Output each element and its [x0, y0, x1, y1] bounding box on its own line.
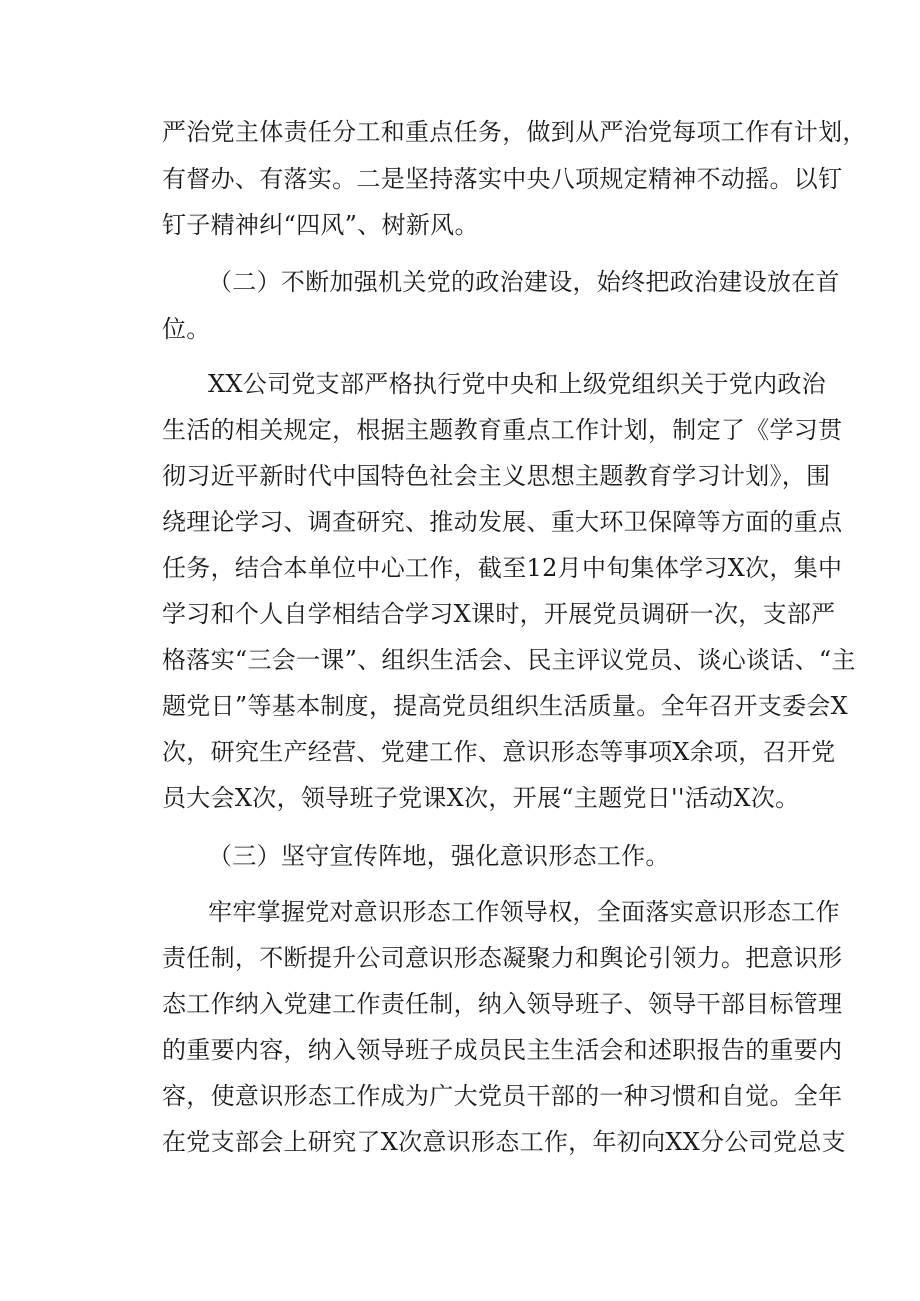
text-line: 彻习近平新时代中国特色社会主义思想主题教育学习计划》，围	[162, 462, 831, 490]
text-line: 任务，结合本单位中心工作，截至12月中旬集体学习X次，集中	[162, 554, 843, 582]
section-heading: 位。	[162, 315, 211, 343]
text-line: 容，使意识形态工作成为广大党员干部的一种习惯和自觉。全年	[162, 1082, 843, 1110]
text-line: 严治党主体责任分工和重点任务，做到从严治党每项工作有计划，	[162, 118, 867, 146]
text-line: 的重要内容，纳入领导班子成员民主生活会和述职报告的重要内	[162, 1036, 843, 1064]
text-line: 绕理论学习、调查研究、推动发展、重大环卫保障等方面的重点	[162, 508, 843, 536]
text-line: 格落实“三会一课”、组织生活会、民主评议党员、谈心谈话、“主	[162, 646, 856, 674]
text-line: 学习和个人自学相结合学习X课时，开展党员调研一次，支部严	[162, 600, 836, 628]
text-line: XX公司党支部严格执行党中央和上级党组织关于党内政治	[208, 370, 826, 398]
text-line: 钉子精神纠“四风”、树新风。	[162, 211, 479, 239]
text-line: 次，研究生产经营、党建工作、意识形态等事项X余项，召开党	[162, 738, 836, 766]
text-line: 在党支部会上研究了X次意识形态工作，年初向XX分公司党总支	[162, 1128, 846, 1156]
text-line: 生活的相关规定，根据主题教育重点工作计划，制定了《学习贯	[162, 416, 843, 444]
section-heading: （三）坚守宣传阵地，强化意识形态工作。	[208, 842, 670, 870]
text-line: 员大会X次，领导班子党课X次，开展“主题党日''活动X次。	[162, 784, 800, 812]
text-line: 责任制，不断提升公司意识形态凝聚力和舆论引领力。把意识形	[162, 944, 843, 972]
section-heading: （二）不断加强机关党的政治建设，始终把政治建设放在首	[208, 268, 840, 296]
text-line: 态工作纳入党建工作责任制，纳入领导班子、领导干部目标管理	[162, 990, 843, 1018]
text-line: 牢牢掌握党对意识形态工作领导权，全面落实意识形态工作	[208, 898, 840, 926]
text-line: 有督办、有落实。二是坚持落实中央八项规定精神不动摇。以钉	[162, 165, 843, 193]
text-line: 题党日”等基本制度，提高党员组织生活质量。全年召开支委会X	[162, 692, 849, 720]
